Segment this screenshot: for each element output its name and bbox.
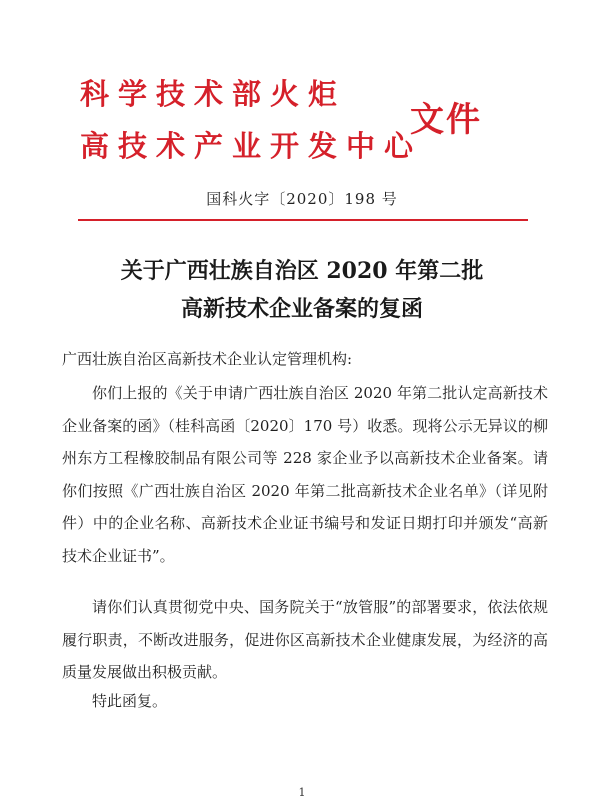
page-number: 1: [298, 786, 306, 799]
document-label: 文件: [410, 100, 482, 140]
document-title-line-1: 关于广西壮族自治区 2020 年第二批: [120, 258, 484, 284]
body-paragraph-2: 请你们认真贯彻党中央、国务院关于“放管服”的部署要求，依法依规履行职责，不断改进服务，促进你区高新技术企业健康发展，为经济的高质量发展做出积极贡献。: [62, 598, 548, 681]
document-number: 国科火字〔2020〕198 号: [206, 190, 398, 208]
body-paragraph-1: 你们上报的《关于申请广西壮族自治区 2020 年第二批认定高新技术企业备案的函》（桂科高函〔2020〕170 号）收悉。现将公示无异议的柳州东方工程橡胶制品有限公司等 228 家企业予以高新技术企业备案。请你们按照《广西壮族自治区 2020 年第二批高新技术企业名单》（详见附件）中的企业名称、高新技术企业证书编号和发证日期打印并颁发“高新技术企业证书”。: [62, 384, 548, 565]
issuing-org-line-2: 高技术产业开发中心: [80, 129, 423, 163]
red-divider-line: [78, 219, 528, 221]
issuing-org-line-1: 科学技术部火炬: [80, 77, 347, 111]
closing-paragraph: 特此函复。: [92, 692, 168, 710]
addressee: 广西壮族自治区高新技术企业认定管理机构:: [62, 350, 353, 368]
document-title-line-2: 高新技术企业备案的复函: [180, 296, 423, 322]
